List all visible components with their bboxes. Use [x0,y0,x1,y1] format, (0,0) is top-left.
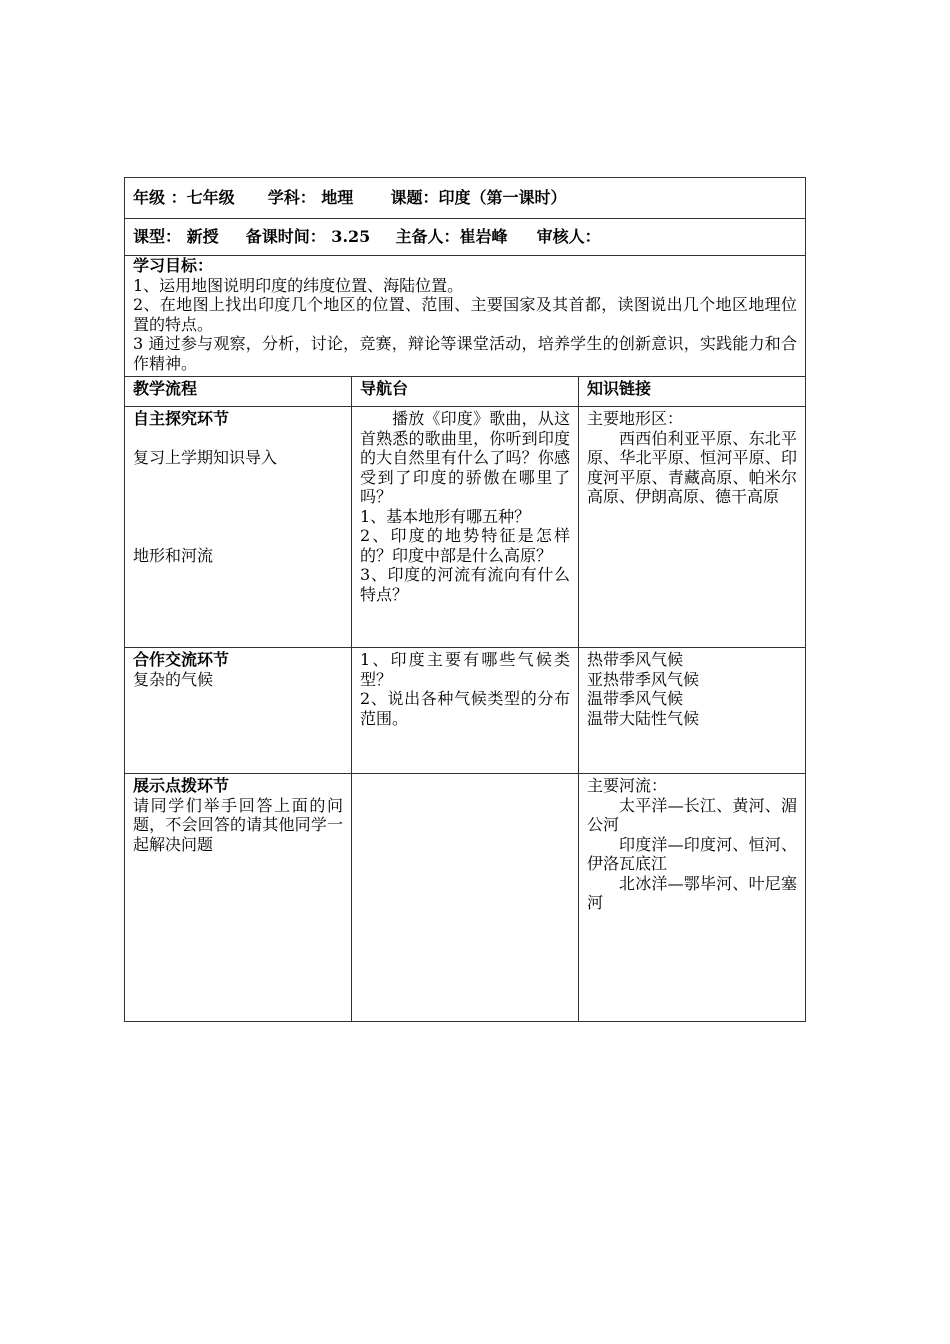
knowledge-line: 西西伯利亚平原、东北平原、华北平原、恒河平原、印度河平原、青藏高原、帕米尔高原、伊朗高原、德干高原 [587,428,798,506]
knowledge-line: 热带季风气候 [587,650,684,669]
flow-cell [125,648,352,774]
guide-line: 1、基本地形有哪五种？ [360,506,531,526]
knowledge-line: 北冰洋—鄂毕河、叶尼塞河 [587,873,798,912]
knowledge-line: 印度洋—印度河、恒河、伊洛瓦底江 [587,834,798,873]
lesson-plan-table [124,177,806,1022]
flow-title: 展示点拨环节 [133,776,230,795]
knowledge-cell [579,774,806,1022]
column-header-row [125,377,806,407]
header-row-1 [125,178,806,219]
header-row-2 [125,219,806,256]
lesson-type-label: 课型： 新授 [133,227,219,247]
flow-title: 自主探究环节 [133,409,230,428]
column-header-guide: 导航台 [352,377,579,407]
flow-line: 地形和河流 [133,545,214,565]
flow-line: 复习上学期知识导入 [133,448,278,467]
flow-line: 请同学们举手回答上面的问题，不会回答的请其他同学一起解决问题 [133,795,343,854]
preparer-label: 主备人：崔岩峰 [395,227,508,247]
knowledge-cell [579,407,806,648]
section-row-cooperation [125,648,806,774]
column-header-flow: 教学流程 [125,377,352,407]
guide-line: 播放《印度》歌曲，从这首熟悉的歌曲里，你听到印度的大自然里有什么了吗？你感受到了印度的骄傲在哪里了吗？ [360,409,570,506]
knowledge-line: 主要河流： [587,776,668,795]
column-header-knowledge: 知识链接 [579,377,806,407]
knowledge-line: 主要地形区： [587,409,684,428]
subject-label: 学科： 地理 [267,188,354,208]
guide-line: 3、印度的河流有流向有什么特点？ [360,565,570,604]
reviewer-label: 审核人： [536,227,601,247]
knowledge-line: 温带大陆性气候 [587,708,700,728]
flow-cell [125,407,352,648]
knowledge-line: 温带季风气候 [587,689,684,708]
section-row-self-study [125,407,806,648]
objectives-row [125,256,806,377]
guide-cell [352,774,579,1022]
flow-title: 合作交流环节 [133,650,230,669]
knowledge-cell [579,648,806,774]
prep-time-label: 备课时间： 3.25 [245,227,371,247]
topic-label: 课题：印度（第一课时） [390,188,567,208]
guide-line: 1、印度主要有哪些气候类型？ [360,650,570,689]
guide-line: 2、说出各种气候类型的分布范围。 [360,689,570,728]
section-row-presentation [125,774,806,1022]
guide-cell [352,648,579,774]
guide-cell [352,407,579,648]
guide-line: 2、印度的地势特征是怎样的？印度中部是什么高原？ [360,526,570,565]
knowledge-line: 太平洋—长江、黄河、湄公河 [587,795,798,834]
flow-line: 复杂的气候 [133,669,214,689]
objective-item-2: 2、在地图上找出印度几个地区的位置、范围、主要国家及其首都，读图说出几个地区地理位置的特点。 [133,295,798,334]
objective-item-3: 3 通过参与观察，分析，讨论，竞赛，辩论等课堂活动，培养学生的创新意识，实践能力和合作精神。 [133,334,798,373]
flow-cell [125,774,352,1022]
knowledge-line: 亚热带季风气候 [587,669,700,689]
lesson-plan-sheet [124,177,805,1022]
grade-label: 年级 ：七年级 [133,188,235,208]
objective-item-1: 1、运用地图说明印度的纬度位置、海陆位置。 [133,275,464,295]
objectives-title: 学习目标： [133,256,214,275]
